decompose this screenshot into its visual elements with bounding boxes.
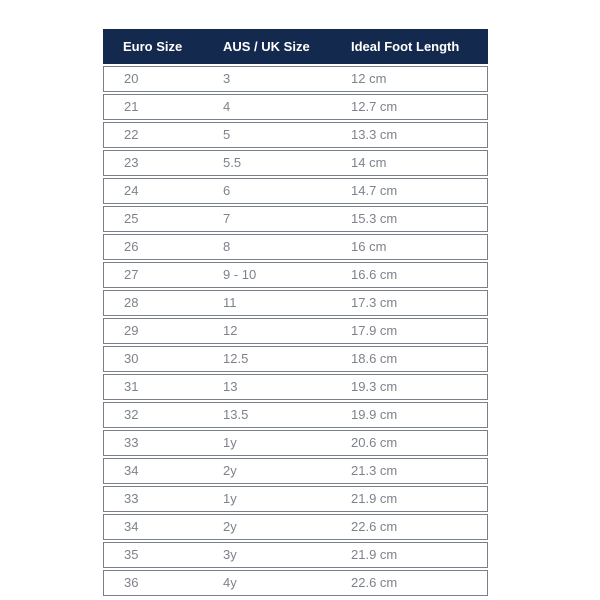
cell-foot-length: 19.9 cm <box>331 402 488 428</box>
cell-euro-size: 30 <box>103 346 203 372</box>
cell-euro-size: 22 <box>103 122 203 148</box>
cell-foot-length: 20.6 cm <box>331 430 488 456</box>
cell-euro-size: 28 <box>103 290 203 316</box>
cell-foot-length: 14 cm <box>331 150 488 176</box>
cell-euro-size: 27 <box>103 262 203 288</box>
table-row <box>103 374 488 400</box>
cell-foot-length: 16.6 cm <box>331 262 488 288</box>
cell-foot-length: 21.3 cm <box>331 458 488 484</box>
table-row <box>103 206 488 232</box>
cell-aus-uk-size: 8 <box>203 234 331 260</box>
cell-aus-uk-size: 5 <box>203 122 331 148</box>
cell-aus-uk-size: 13 <box>203 374 331 400</box>
cell-aus-uk-size: 13.5 <box>203 402 331 428</box>
cell-aus-uk-size: 4 <box>203 94 331 120</box>
table-row <box>103 458 488 484</box>
cell-euro-size: 34 <box>103 514 203 540</box>
cell-foot-length: 17.3 cm <box>331 290 488 316</box>
size-conversion-table <box>103 27 488 598</box>
cell-aus-uk-size: 1y <box>203 486 331 512</box>
table-row <box>103 542 488 568</box>
cell-aus-uk-size: 6 <box>203 178 331 204</box>
cell-euro-size: 24 <box>103 178 203 204</box>
cell-foot-length: 21.9 cm <box>331 486 488 512</box>
cell-foot-length: 13.3 cm <box>331 122 488 148</box>
table-row <box>103 94 488 120</box>
cell-aus-uk-size: 12 <box>203 318 331 344</box>
cell-aus-uk-size: 2y <box>203 458 331 484</box>
size-conversion-table-container <box>103 27 488 598</box>
cell-aus-uk-size: 3 <box>203 66 331 92</box>
cell-euro-size: 25 <box>103 206 203 232</box>
cell-foot-length: 17.9 cm <box>331 318 488 344</box>
table-row <box>103 66 488 92</box>
cell-foot-length: 12 cm <box>331 66 488 92</box>
cell-foot-length: 18.6 cm <box>331 346 488 372</box>
cell-aus-uk-size: 7 <box>203 206 331 232</box>
table-header-row <box>103 29 488 64</box>
cell-aus-uk-size: 2y <box>203 514 331 540</box>
cell-aus-uk-size: 3y <box>203 542 331 568</box>
table-row <box>103 430 488 456</box>
cell-euro-size: 35 <box>103 542 203 568</box>
table-row <box>103 346 488 372</box>
table-row <box>103 290 488 316</box>
cell-euro-size: 31 <box>103 374 203 400</box>
table-row <box>103 402 488 428</box>
cell-euro-size: 34 <box>103 458 203 484</box>
table-row <box>103 262 488 288</box>
cell-aus-uk-size: 4y <box>203 570 331 596</box>
cell-euro-size: 20 <box>103 66 203 92</box>
cell-aus-uk-size: 5.5 <box>203 150 331 176</box>
cell-foot-length: 12.7 cm <box>331 94 488 120</box>
cell-foot-length: 19.3 cm <box>331 374 488 400</box>
cell-euro-size: 29 <box>103 318 203 344</box>
column-header-ideal-foot-length: Ideal Foot Length <box>331 29 488 64</box>
cell-aus-uk-size: 1y <box>203 430 331 456</box>
cell-foot-length: 15.3 cm <box>331 206 488 232</box>
cell-foot-length: 22.6 cm <box>331 514 488 540</box>
table-row <box>103 178 488 204</box>
table-row <box>103 318 488 344</box>
column-header-aus-uk-size: AUS / UK Size <box>203 29 331 64</box>
cell-foot-length: 14.7 cm <box>331 178 488 204</box>
cell-euro-size: 36 <box>103 570 203 596</box>
cell-foot-length: 16 cm <box>331 234 488 260</box>
cell-euro-size: 33 <box>103 486 203 512</box>
table-row <box>103 234 488 260</box>
table-row <box>103 486 488 512</box>
cell-euro-size: 32 <box>103 402 203 428</box>
cell-euro-size: 23 <box>103 150 203 176</box>
table-row <box>103 150 488 176</box>
cell-euro-size: 21 <box>103 94 203 120</box>
cell-euro-size: 26 <box>103 234 203 260</box>
cell-aus-uk-size: 11 <box>203 290 331 316</box>
table-row <box>103 570 488 596</box>
cell-foot-length: 22.6 cm <box>331 570 488 596</box>
cell-aus-uk-size: 9 - 10 <box>203 262 331 288</box>
cell-aus-uk-size: 12.5 <box>203 346 331 372</box>
cell-euro-size: 33 <box>103 430 203 456</box>
table-row <box>103 122 488 148</box>
table-row <box>103 514 488 540</box>
cell-foot-length: 21.9 cm <box>331 542 488 568</box>
column-header-euro-size: Euro Size <box>103 29 203 64</box>
